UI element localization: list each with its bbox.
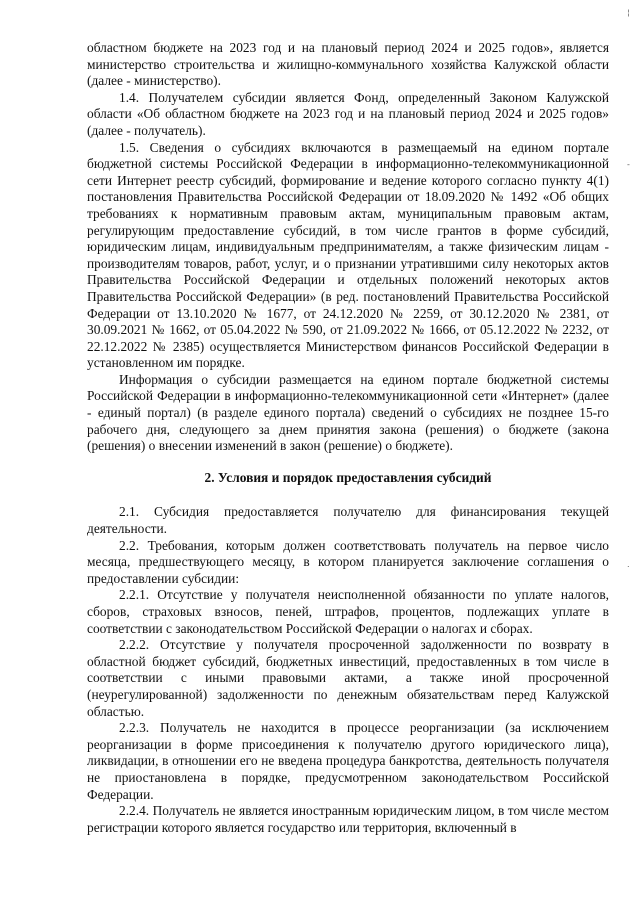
paragraph-2-2-2: 2.2.2. Отсутствие у получателя просроченной задолженности по возврату в областной бюджет субсидий, бюджетных инвестиций, предоставленных в том числе в соответствии с иными правовыми актами, а также иной просроченной (неурегулированной) задолженности по денежным обязательствам перед Калужской областью. — [87, 637, 609, 719]
scan-speck: - — [627, 160, 630, 169]
paragraph-2-2-4: 2.2.4. Получатель не является иностранным юридическим лицом, в том числе местом регистрации которого является государство или территория, включенный в — [87, 803, 609, 835]
paragraph-2-1: 2.1. Субсидия предоставляется получателю для финансирования текущей деятельности. — [87, 504, 609, 537]
paragraph-1-4: 1.4. Получателем субсидии является Фонд, определенный Законом Калужской области «Об областном бюджете на 2023 год и на плановый период 2024 и 2025 годов» (далее - получатель). — [87, 89, 609, 138]
document-page — [87, 40, 609, 836]
paragraph-portal-info: Информация о субсидии размещается на едином портале бюджетной системы Российской Федерации в информационно-телекоммуникационной сети «Интернет» (далее - единый портал) (в разделе единого портала) сведений о субсидиях не позднее 15-го рабочего дня, следующего за днем принятия закона (решения) о бюджете (закона (решения) о внесении изменений в закон (решение) о бюджете). — [87, 371, 609, 454]
paragraph-2-2: 2.2. Требования, которым должен соответствовать получатель на первое число месяца, предшествующего месяцу, в котором планируется заключение соглашения о предоставлении субсидии: — [87, 537, 609, 586]
paragraph-2-2-3: 2.2.3. Получатель не находится в процессе реорганизации (за исключением реорганизации в форме присоединения к получателю другого юридического лица), ликвидации, в отношении его не введена процедура банкротства, деятельность получателя не приостановлена в порядке, предусмотренном законодательством Российской Федерации. — [87, 720, 609, 802]
section-2-body — [87, 504, 609, 836]
scan-speck: . — [627, 560, 630, 569]
paragraph-1-3-continuation: областном бюджете на 2023 год и на плановый период 2024 и 2025 годов», является министерство строительства и жилищно-коммунального хозяйства Калужской области (далее - министерство). — [87, 40, 609, 89]
scan-speck: ¦ — [627, 8, 630, 17]
section-1-body — [87, 40, 609, 455]
paragraph-2-2-1: 2.2.1. Отсутствие у получателя неисполненной обязанности по уплате налогов, сборов, страховых взносов, пеней, штрафов, процентов, подлежащих уплате в соответствии с законодательством Российской Федерации о налогах и сборах. — [87, 587, 609, 636]
paragraph-1-5: 1.5. Сведения о субсидиях включаются в размещаемый на едином портале бюджетной системы Российской Федерации в информационно-телекоммуникационной сети Интернет реестр субсидий, формирование и ведение которого согласно пункту 4(1) постановления Правительства Российской Федерации от 18.09.2020 № 1492 «Об общих требованиях к нормативным правовым актам, муниципальным правовым актам, регулирующим предоставление субсидий, в том числе грантов в форме субсидий, юридическим лицам, индивидуальным предпринимателям, а также физическим лицам - производителям товаров, работ, услуг, и о признании утратившими силу некоторых актов Правительства Российской Федерации и отдельных положений некоторых актов Правительства Российской Федерации» (в ред. постановлений Правительства Российской Федерации от 13.10.2020 № 1677, от 24.12.2020 № 2259, от 30.12.2020 № 2381, от 30.09.2021 № 1662, от 05.04.2022 № 590, от 21.09.2022 № 1666, от 05.12.2022 № 2232, от 22.12.2022 № 2385) осуществляется Министерством финансов Российской Федерации в установленном им порядке. — [87, 139, 609, 371]
section-2-heading: 2. Условия и порядок предоставления субсидий — [204, 469, 492, 485]
